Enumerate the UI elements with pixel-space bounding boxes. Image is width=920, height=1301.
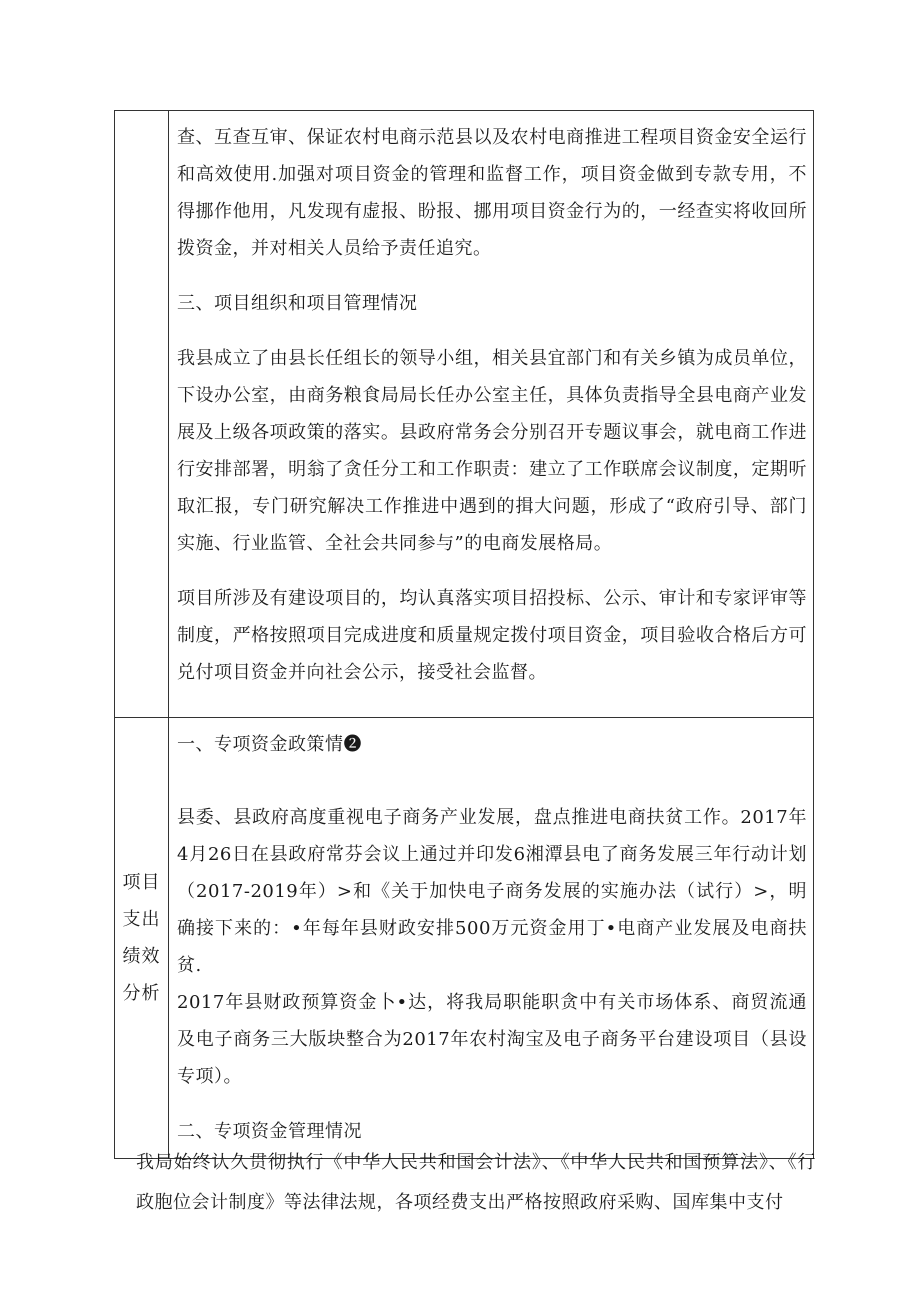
row-label: 项目支出绩效分析 [122,872,161,1004]
paragraph: 我局始终认久贯彻执行《中华人民共和国会计法》、《中华人民共和国预算法》、《行政胞位会计制度》等法律法规，各项经费支出严格按照政府采购、国库集中支付 [136,1152,816,1213]
content-cell [169,718,814,1159]
table-row [115,718,814,1159]
section-heading: 二、专项资金管理情况 [177,1121,362,1142]
content-cell [169,111,814,718]
paragraph: 查、互查互审、保证农村电商示范县以及农村电商推进工程项目资金安全运行和高效使用.加强对项目资金的管理和监督工作，项目资金做到专款专用，不得挪作他用，凡发现有虚报、盼报、挪用项目资金行为的，一经查实将收回所拨资金，并对相关人员给予责任追究。 [177,127,807,259]
paragraph: 项目所涉及有建设项目的，均认真落实项目招投标、公示、审计和专家评审等制度，严格按照项目完成进度和质量规定拨付项目资金，项目验收合格后方可兑付项目资金并向社会公示，接受社会监督。 [177,588,807,683]
performance-table [114,110,814,1159]
paragraph: 我县成立了由县长任组长的领导小组，相关县宜部门和有关乡镇为成员单位，下设办公室，由商务粮食局局长任办公室主任，具体负责指导全县电商产业发展及上级各项政策的落实。县政府常务会分别召开专题议事会，就电商工作进行安排部署，明翁了贪任分工和工作职责：建立了工作联席会议制度，定期听取汇报，专门研究解决工作推进中遇到的揖大问题，形成了“政府引导、部门实施、行业监管、全社会共同参与”的电商发展格局。 [177,348,807,554]
body-text [136,1143,816,1223]
paragraph: 2017年县财政预算资金卜•达，将我局职能职贪中有关市场体系、商贸流通及电子商务三大版块整合为2017年农村淘宝及电子商务平台建设项目（县设专项）。 [177,992,807,1087]
section-heading: 三、项目组织和项目管理情况 [177,293,418,314]
table-row [115,111,814,718]
section-heading: 一、专项资金政策情❷ [177,734,362,755]
row-label-cell [115,111,169,718]
paragraph: 县委、县政府高度重视电子商务产业发展，盘点推进电商扶贫工作。2017年4月26日在县政府常芬会议上通过并印发6湘潭县电了商务发展三年行动计划（2017-2019年）>和《关于加快电子商务发展的实施办法（试行）>，明确接下来的：•年每年县财政安排500万元资金用丁•电商产业发展及电商扶贫. [177,807,807,976]
row-label-cell [115,718,169,1159]
